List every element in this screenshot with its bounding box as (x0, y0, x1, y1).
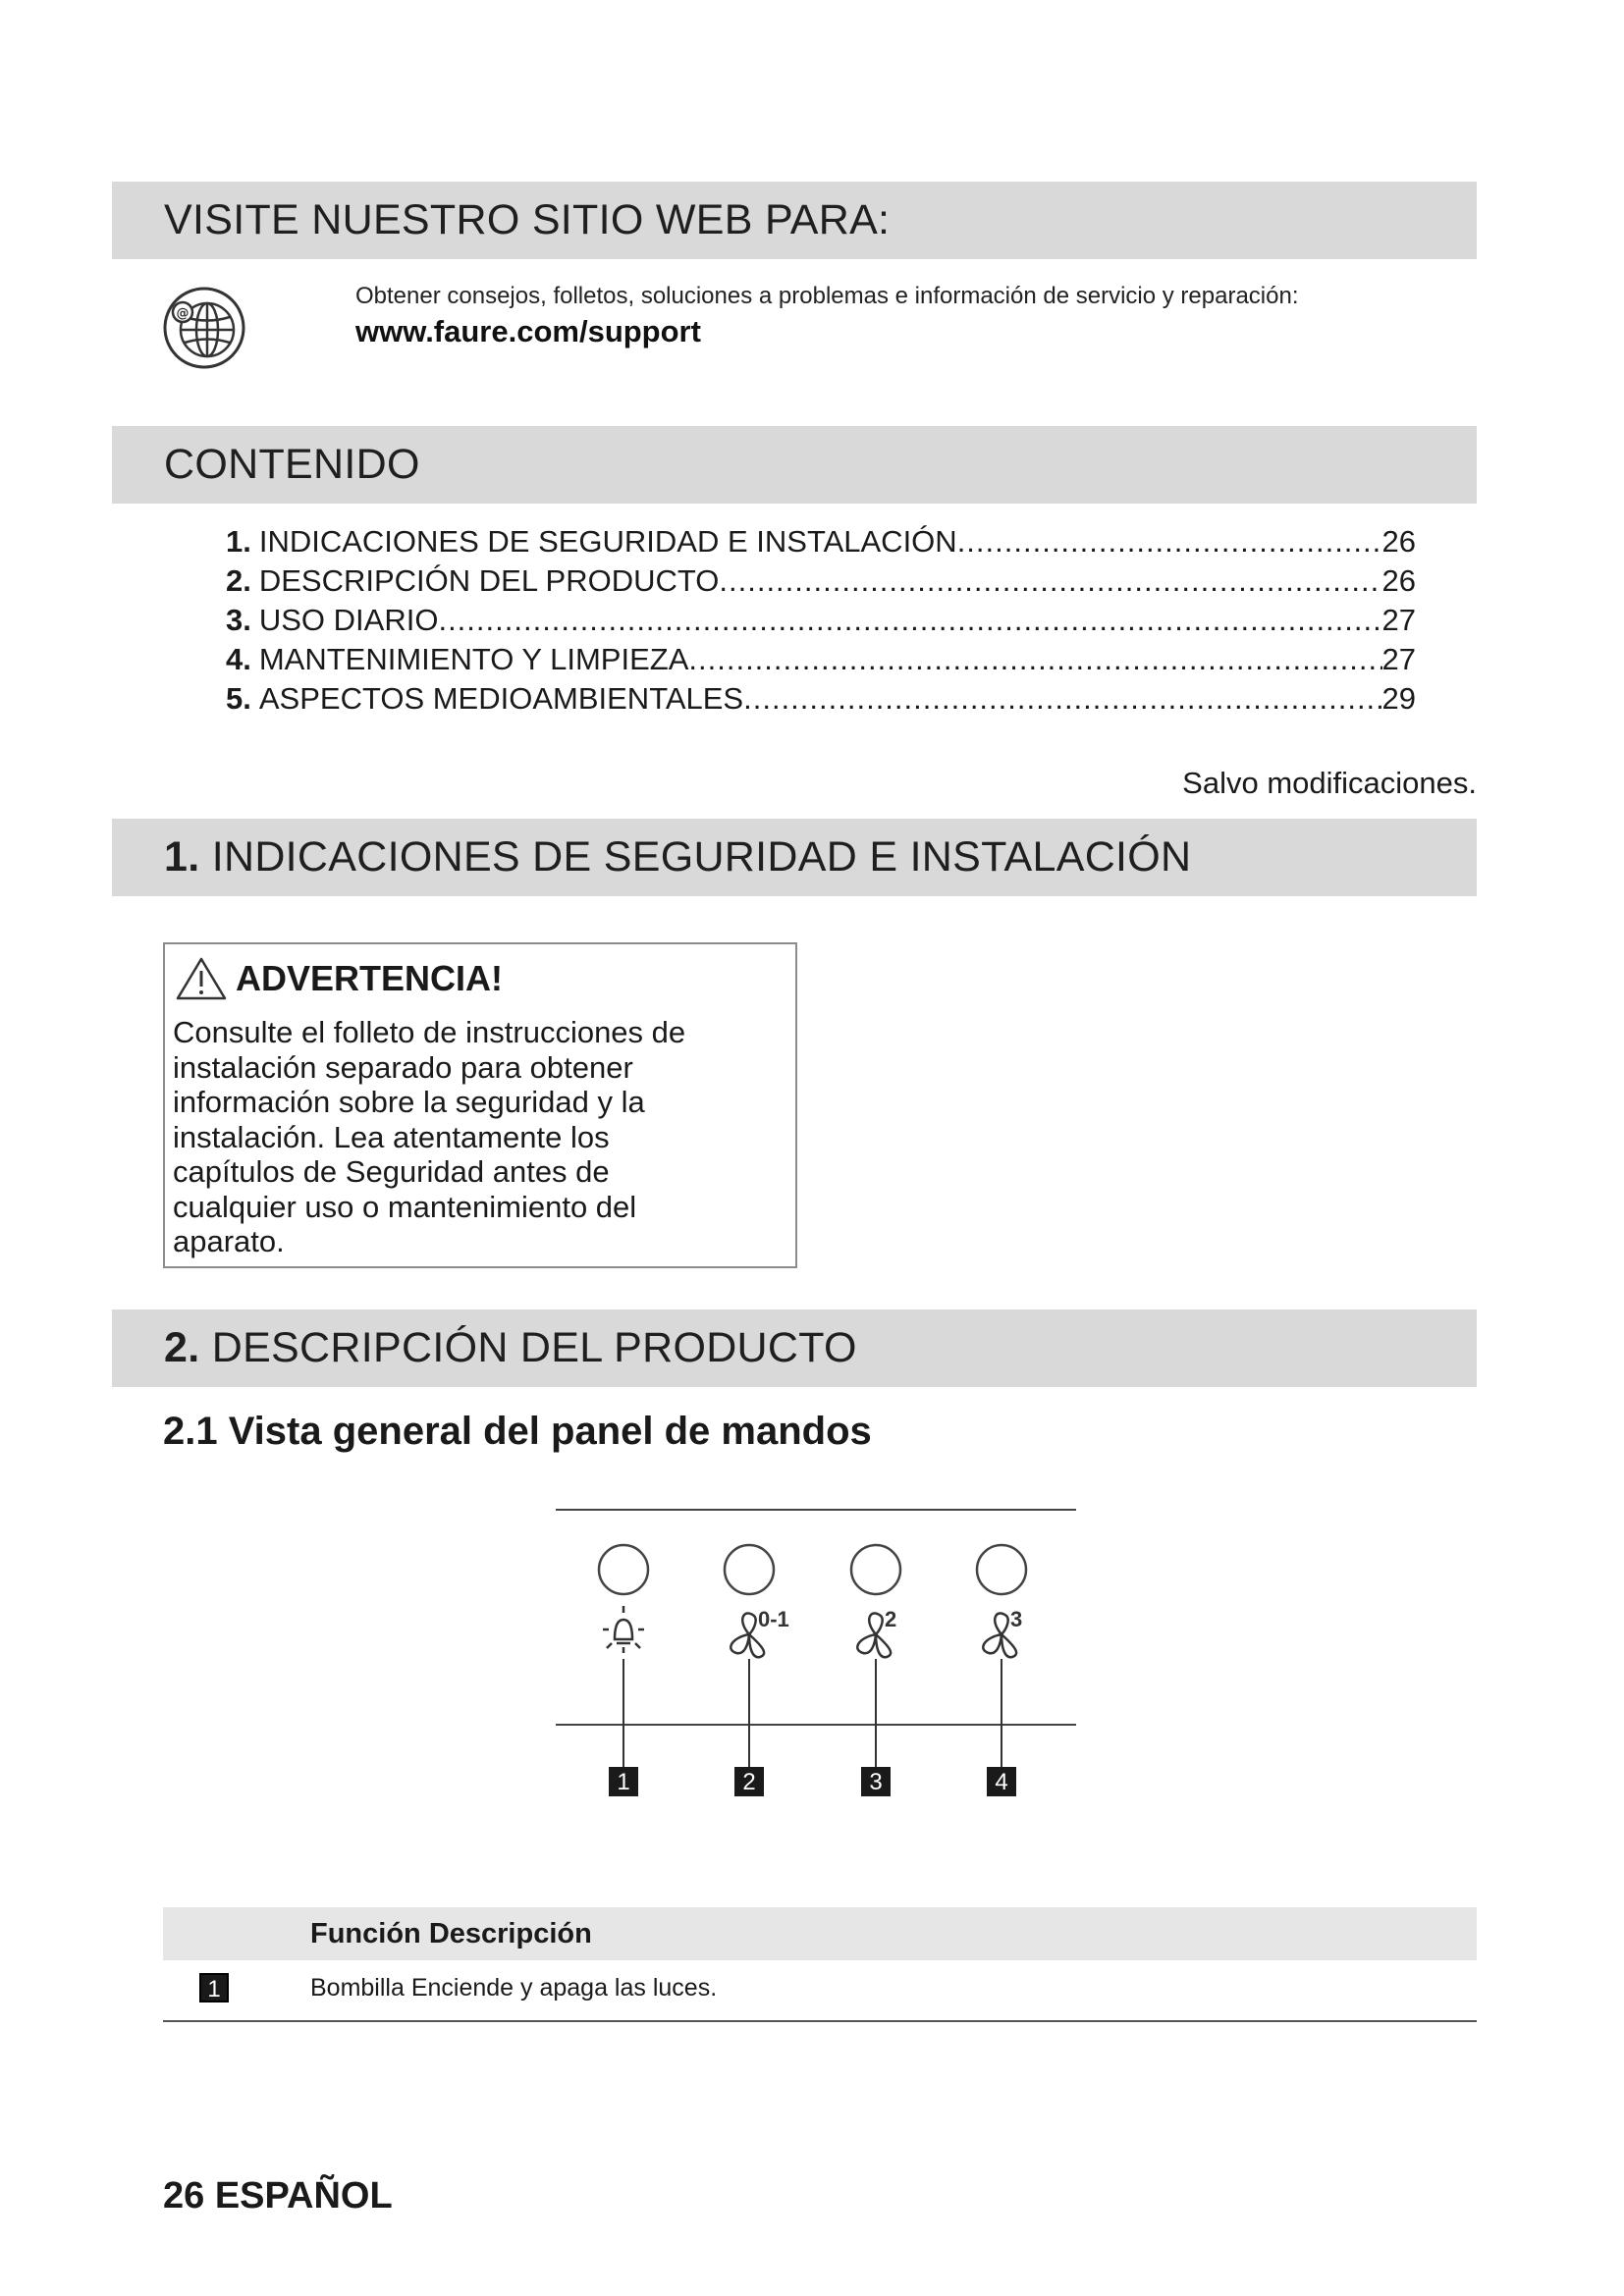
support-link[interactable]: www.faure.com/support (355, 314, 701, 348)
toc-item-3[interactable] (226, 601, 1416, 640)
function-table-header-text: Función Descripción (310, 1918, 592, 1949)
toc-leader (743, 679, 1381, 719)
contents-header-text: CONTENIDO (164, 441, 420, 488)
fan-speed-label: 3 (1010, 1607, 1023, 1631)
warning-line: capítulos de Seguridad antes de (173, 1154, 610, 1189)
contents-header (112, 426, 1477, 504)
toc-leader (719, 561, 1381, 601)
warning-title: ADVERTENCIA! (236, 958, 504, 998)
warning-box (163, 942, 797, 1268)
section2-title: DESCRIPCIÓN DEL PRODUCTO (211, 1324, 857, 1371)
callout-label-4: 4 (995, 1769, 1008, 1795)
toc-leader (688, 640, 1381, 679)
section1-title: INDICACIONES DE SEGURIDAD E INSTALACIÓN (211, 833, 1192, 881)
toc-item-number: 2. (226, 563, 251, 598)
callout-label-2: 2 (742, 1769, 756, 1795)
warning-line: Consulte el folleto de instrucciones de (173, 1015, 686, 1049)
website-description: Obtener consejos, folletos, soluciones a problemas e información de servicio y reparación: (355, 283, 1299, 309)
toc-item-4[interactable] (226, 640, 1416, 679)
fan-speed-3-button[interactable] (977, 1545, 1026, 1594)
warning-line: aparato. (173, 1224, 285, 1258)
toc-item-page: 26 (1381, 563, 1416, 598)
control-panel-diagram (550, 1492, 1080, 1826)
toc-item-title: USO DIARIO (258, 603, 439, 637)
toc-item-2[interactable] (226, 561, 1416, 601)
subsection-title: 2.1 Vista general del panel de mandos (163, 1410, 872, 1453)
fan-speed-2-button[interactable] (851, 1545, 900, 1594)
svg-text:@: @ (176, 306, 189, 321)
warning-line: instalación separado para obtener (173, 1049, 633, 1085)
section2-header (112, 1309, 1477, 1387)
warning-line: cualquier uso o mantenimiento del (173, 1189, 637, 1224)
toc-leader (438, 601, 1381, 640)
toc-item-title: DESCRIPCIÓN DEL PRODUCTO (258, 563, 720, 598)
section1-header (112, 819, 1477, 896)
warning-line: información sobre la seguridad y la (173, 1085, 645, 1119)
toc-item-5[interactable] (226, 679, 1416, 719)
fan-speed-label: 2 (885, 1607, 897, 1631)
website-header (112, 182, 1477, 259)
warning-text (173, 1015, 782, 1259)
callout-label-1: 1 (617, 1769, 630, 1795)
toc-item-title: INDICACIONES DE SEGURIDAD E INSTALACIÓN (258, 524, 957, 559)
light-bulb-icon (603, 1606, 644, 1653)
fan-speed-1-button[interactable] (725, 1545, 774, 1594)
section2-number: 2. (164, 1324, 200, 1371)
toc-item-page: 29 (1381, 681, 1416, 716)
toc-item-title: ASPECTOS MEDIOAMBIENTALES (258, 681, 744, 716)
modifications-note: Salvo modificaciones. (1182, 766, 1477, 800)
section1-number: 1. (164, 833, 200, 881)
website-header-text: VISITE NUESTRO SITIO WEB PARA: (164, 196, 891, 243)
toc-item-number: 5. (226, 681, 251, 716)
callout-label-3: 3 (869, 1769, 883, 1795)
toc-item-page: 27 (1381, 642, 1416, 676)
toc-leader (957, 522, 1382, 561)
toc-item-1[interactable] (226, 522, 1416, 561)
toc-item-number: 3. (226, 603, 251, 637)
fan-speed-label: 0-1 (758, 1607, 789, 1631)
row-description: Bombilla Enciende y apaga las luces. (310, 1974, 718, 2002)
globe-icon (161, 285, 247, 371)
light-button[interactable] (599, 1545, 648, 1594)
row-badge: 1 (199, 1973, 229, 2002)
warning-triangle-icon (175, 956, 228, 1001)
toc-item-number: 1. (226, 524, 251, 559)
toc-item-page: 27 (1381, 603, 1416, 637)
toc-item-title: MANTENIMIENTO Y LIMPIEZA (258, 642, 689, 676)
warning-line: instalación. Lea atentamente los (173, 1119, 610, 1154)
table-row (163, 1960, 1477, 2022)
toc-item-page: 26 (1381, 524, 1416, 559)
toc-item-number: 4. (226, 642, 251, 676)
function-table-header (163, 1907, 1477, 1960)
page-footer: 26 ESPAÑOL (163, 2175, 393, 2216)
